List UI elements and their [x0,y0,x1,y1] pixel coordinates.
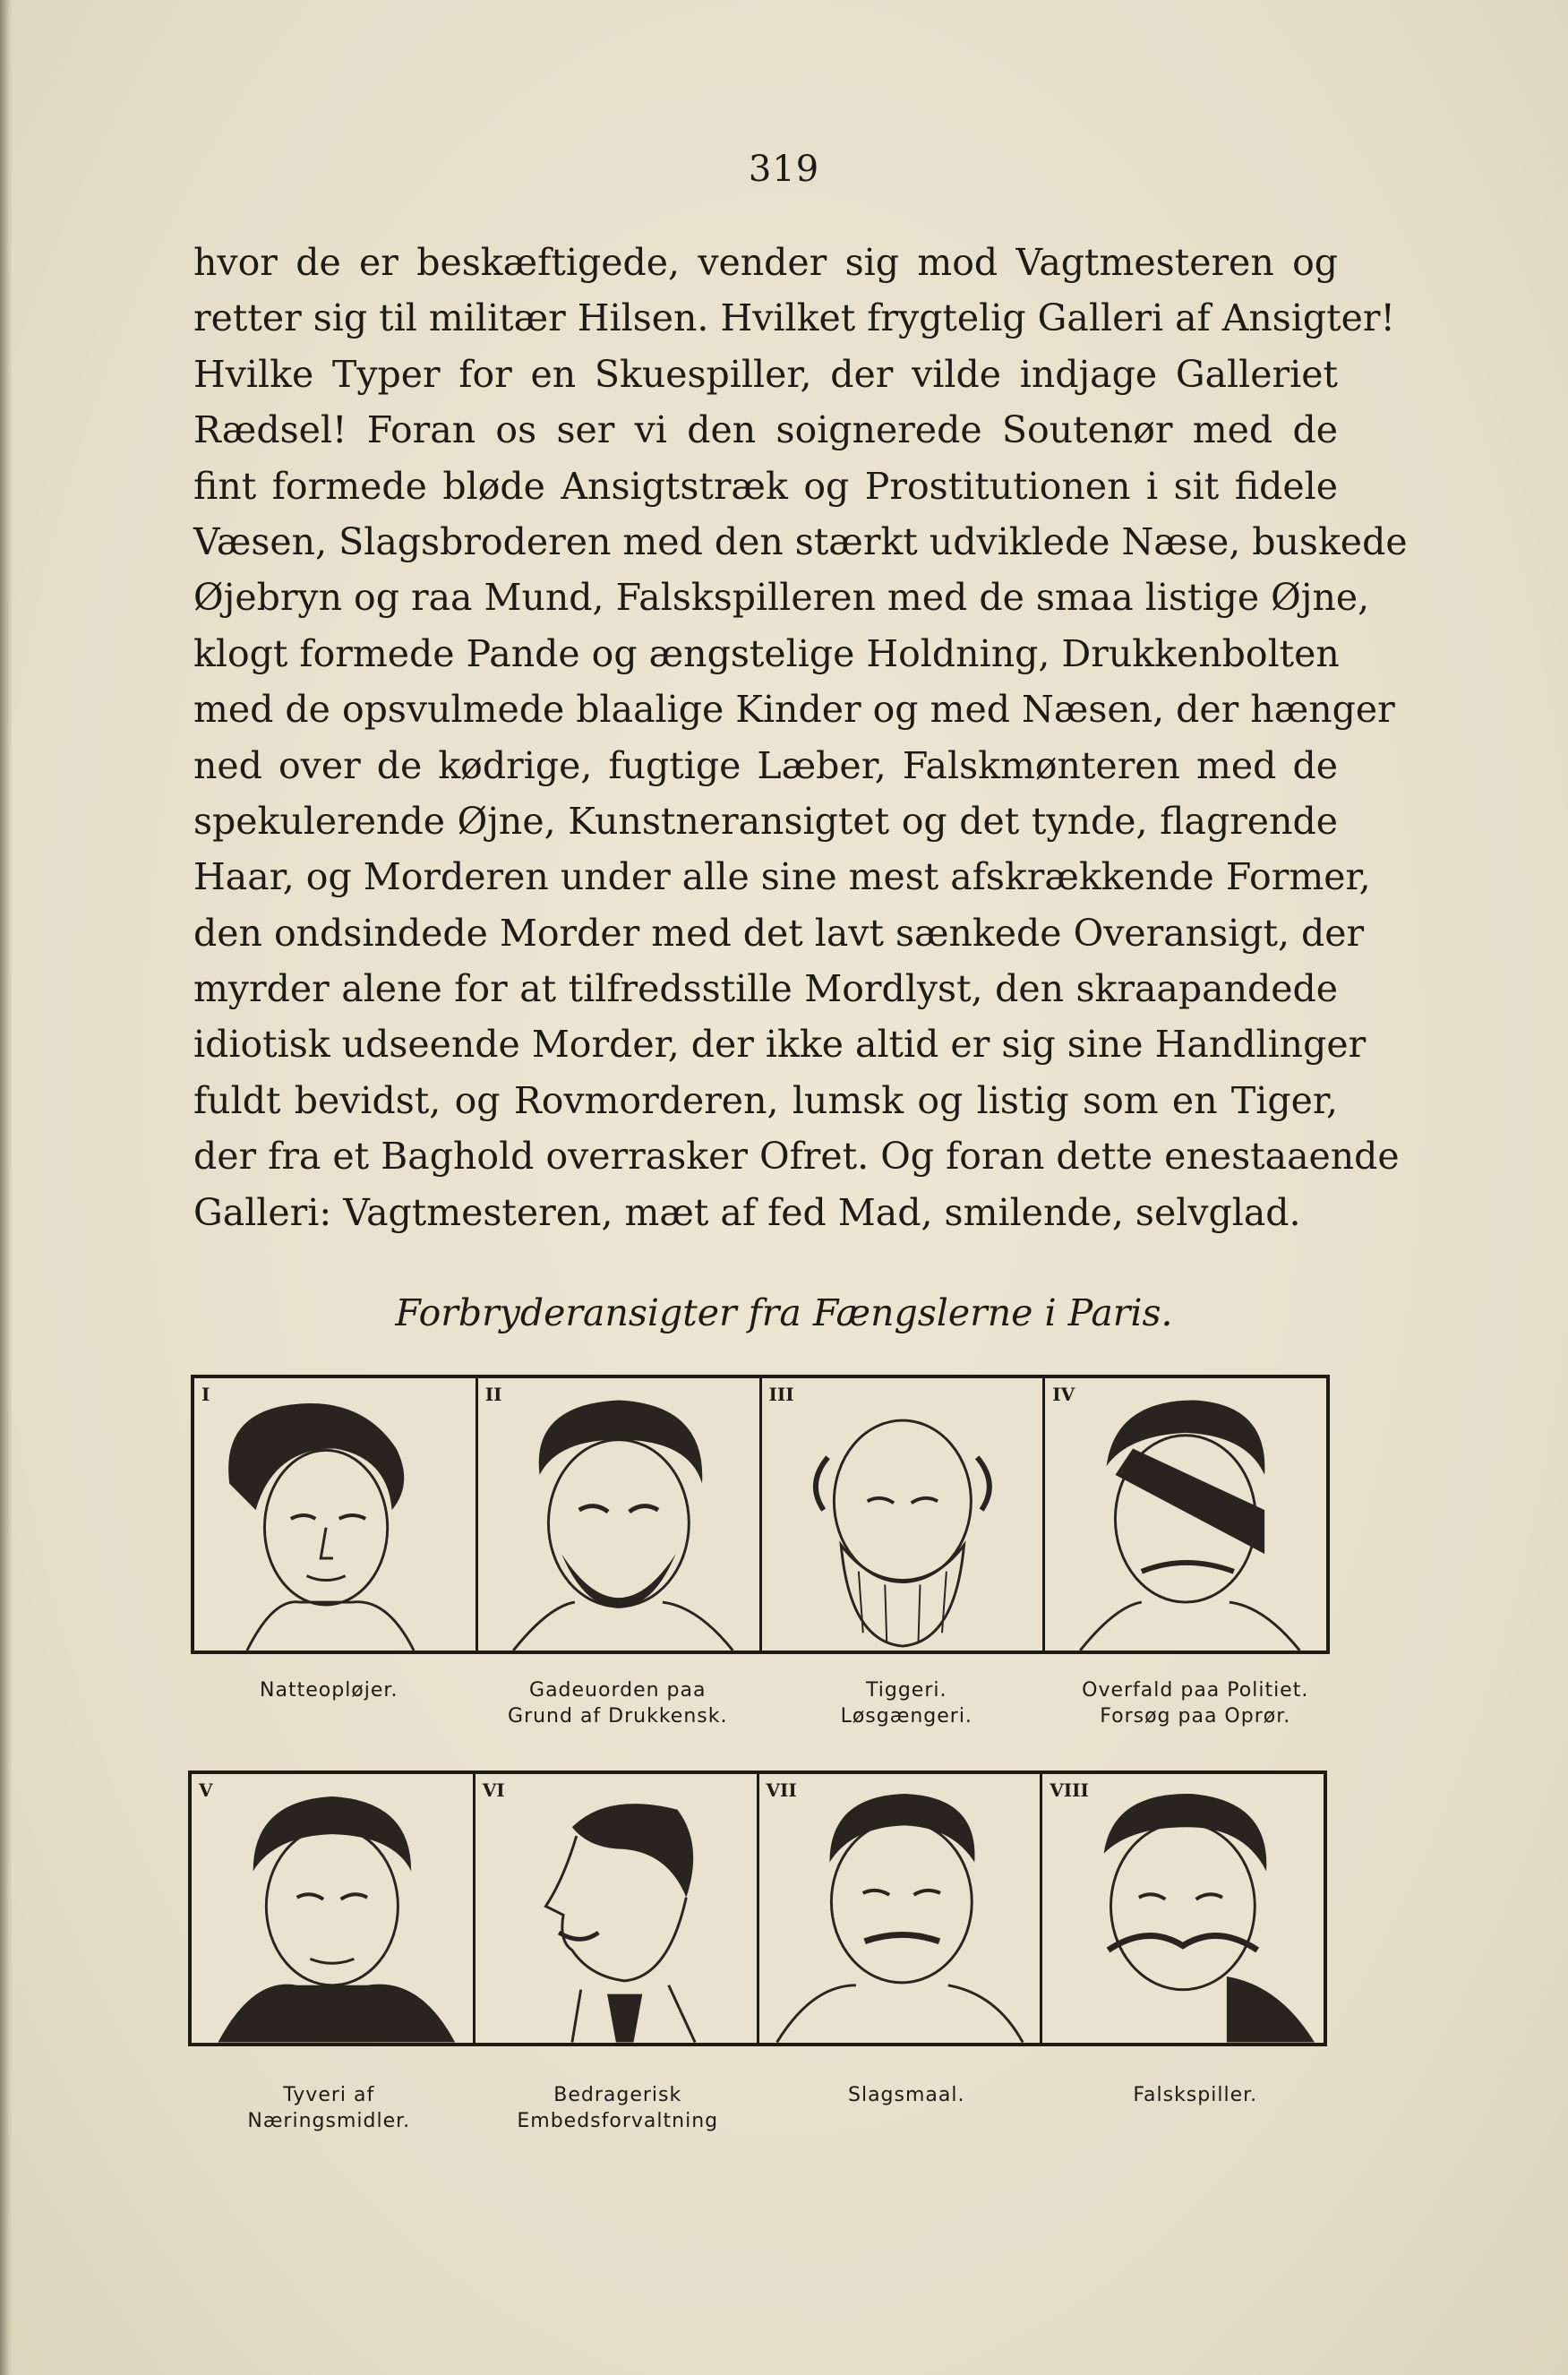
text-line: fuldt bevidst, og Rovmorderen, lumsk og listig som en Tiger, [193,1078,1338,1122]
portrait-label: Falskspiller. [1133,2084,1258,2106]
panel-numeral: VI [482,1779,505,1801]
portrait-label: Bedragerisk Embedsforvaltning [517,2084,719,2132]
portrait-bandaged-man [1045,1378,1326,1650]
panel-numeral: IV [1052,1384,1075,1405]
portrait-label: Natteopløjer. [260,1679,398,1702]
portrait-panel [762,1378,1046,1650]
text-line: den ondsindede Morder med det lavt sænkede Overansigt, der [193,911,1365,955]
text-line: Hvilke Typer for en Skuespiller, der vilde indjage Galleriet [193,352,1338,396]
portrait-label: Slagsmaal. [848,2084,965,2106]
text-line: fint formede bløde Ansigtstræk og Prostitutionen i sit fidele [193,464,1338,508]
portrait-panel [1045,1378,1326,1650]
panel-numeral: VII [766,1779,797,1801]
portrait-man-handlebar-moustache [1042,1774,1324,2043]
portrait-young-man-curly-hair [194,1378,476,1650]
portrait-row-1 [191,1375,1330,1654]
body-text [193,235,1408,1240]
portrait-label: Gadeuorden paa Grund af Drukkensk. [508,1679,728,1728]
portrait-old-bald-man [762,1378,1043,1650]
text-line: myrder alene for at tilfredsstille Mordlyst, den skraapandede [193,967,1338,1011]
portrait-panel [759,1774,1043,2043]
portrait-label: Tyveri af Næringsmidler. [247,2084,411,2132]
panel-numeral: II [484,1384,502,1405]
text-line: spekulerende Øjne, Kunstneransigtet og det tynde, flagrende [193,799,1338,843]
portrait-elderly-man-scarf [192,1774,473,2043]
portrait-panel [1042,1774,1324,2043]
text-line: retter sig til militær Hilsen. Hvilket frygtelig Galleri af Ansigter! [193,296,1395,340]
text-line: Haar, og Morderen under alle sine mest afskrækkende Former, [193,855,1371,899]
panel-numeral: I [201,1384,210,1405]
text-line: ned over de kødrige, fugtige Læber, Falskmønteren med de [193,743,1338,787]
figure-caption: Forbryderansigter fra Fængslerne i Paris. [395,1291,1173,1334]
portrait-bearded-man [478,1378,759,1650]
portrait-panel [478,1378,762,1650]
text-line: Væsen, Slagsbroderen med den stærkt udviklede Næse, buskede [193,519,1408,563]
portrait-panel [192,1774,476,2043]
panel-numeral: VIII [1050,1779,1089,1801]
label-row-1 [184,1677,1340,1729]
page-spine-shadow [0,0,13,2375]
panel-numeral: V [199,1779,213,1801]
text-line: klogt formede Pande og ængstelige Holdning, Drukkenbolten [193,631,1340,675]
text-line: Rædsel! Foran os ser vi den soignerede Soutenør med de [193,408,1338,452]
page-number: 319 [748,149,820,190]
text-line: Øjebryn og raa Mund, Falskspilleren med de smaa listige Øjne, [193,576,1370,620]
text-line: idiotisk udseende Morder, der ikke altid er sig sine Handlinger [193,1023,1367,1067]
portrait-row-2 [188,1771,1327,2046]
text-line: med de opsvulmede blaalige Kinder og med Næsen, der hænger [193,688,1395,732]
portrait-man-short-hair [759,1774,1041,2043]
portrait-label: Tiggeri. Løsgængeri. [840,1679,973,1728]
label-row-2 [184,2082,1340,2134]
panel-numeral: III [768,1384,794,1405]
portrait-panel [194,1378,478,1650]
text-line: Galleri: Vagtmesteren, mæt af fed Mad, smilende, selvglad. [193,1190,1301,1234]
portrait-man-profile-moustache [476,1774,757,2043]
portrait-label: Overfald paa Politiet. Forsøg paa Oprør. [1082,1679,1309,1728]
portrait-panel [476,1774,759,2043]
text-line: der fra et Baghold overrasker Ofret. Og foran dette enestaaende [193,1135,1400,1179]
text-line: hvor de er beskæftigede, vender sig mod Vagtmesteren og [193,241,1338,284]
